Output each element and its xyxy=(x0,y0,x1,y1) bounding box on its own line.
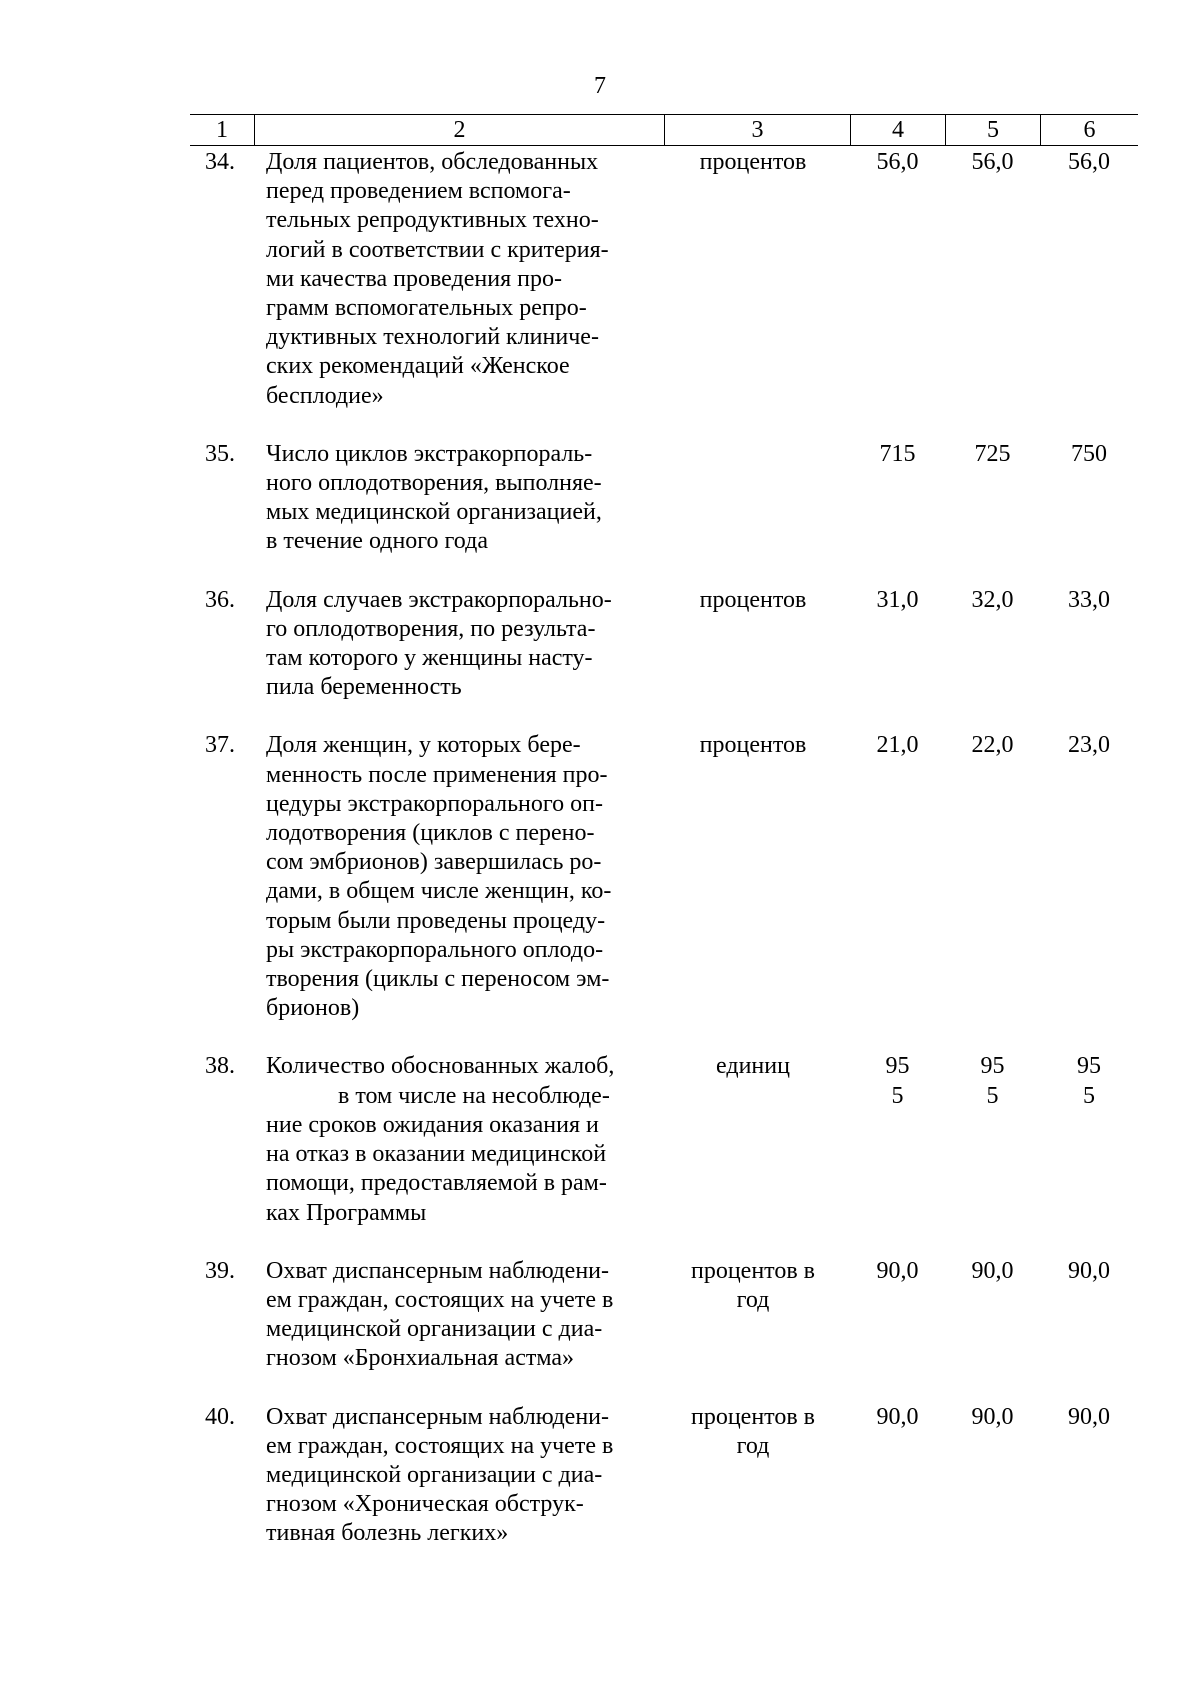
value-col-5: 725 xyxy=(974,440,1011,467)
description-line: тельных репродуктивных техно- xyxy=(266,207,599,234)
description-line: медицинской организации с диа- xyxy=(266,1461,603,1488)
value-line: 5 xyxy=(986,1082,999,1109)
description-line: Охват диспансерным наблюдени- xyxy=(266,1257,610,1284)
column-header-6: 6 xyxy=(1040,115,1138,145)
value-col-4: 21,0 xyxy=(876,732,919,759)
row-unit: процентов xyxy=(699,586,807,613)
unit-line: процентов в xyxy=(690,1257,816,1284)
description-line: в том числе на несоблюде- xyxy=(338,1082,610,1109)
unit-line: процентов в xyxy=(690,1403,816,1430)
description-line: перед проведением вспомога- xyxy=(266,178,571,205)
row-unit: единиц xyxy=(716,1053,790,1080)
description-line: цедуры экстракорпорального оп- xyxy=(266,790,603,817)
row-number: 40. xyxy=(205,1403,235,1430)
description-line: дами, в общем числе женщин, ко- xyxy=(266,878,612,905)
value-line: 5 xyxy=(1083,1082,1095,1109)
value-col-6 xyxy=(1040,1052,1138,1110)
value-col-4: 56,0 xyxy=(876,149,919,175)
value-col-6: 33,0 xyxy=(1068,586,1110,613)
description-line: ние сроков ожидания оказания и xyxy=(266,1111,599,1138)
description-line: в течение одного года xyxy=(266,528,488,555)
table-row-40 xyxy=(190,1403,1138,1549)
description-line: Охват диспансерным наблюдени- xyxy=(266,1403,610,1430)
row-unit xyxy=(664,1257,850,1315)
description-line: грамм вспомогательных репро- xyxy=(266,295,587,322)
description-line: ках Программы xyxy=(266,1199,427,1226)
value-col-5: 90,0 xyxy=(971,1403,1014,1430)
value-col-5: 56,0 xyxy=(971,149,1014,175)
value-col-5: 32,0 xyxy=(971,586,1014,613)
value-col-4: 715 xyxy=(879,440,916,467)
description-line: гнозом «Хроническая обструк- xyxy=(266,1491,584,1518)
description-line: мых медицинской организацией, xyxy=(266,499,602,526)
column-header-3: 3 xyxy=(664,115,850,145)
description-line: логий в соответствии с критерия- xyxy=(266,236,609,263)
description-line: ми качества проведения про- xyxy=(266,265,562,292)
unit-line: год xyxy=(736,1286,770,1313)
description-line: пила беременность xyxy=(266,674,462,701)
value-col-6: 56,0 xyxy=(1068,149,1110,175)
page-number: 7 xyxy=(594,73,606,99)
row-number: 36. xyxy=(205,586,235,613)
table-row-38 xyxy=(190,1052,1138,1227)
table-row-39 xyxy=(190,1257,1138,1374)
description-line: гнозом «Бронхиальная астма» xyxy=(266,1345,575,1372)
table-row-35 xyxy=(190,440,1138,557)
value-col-6: 90,0 xyxy=(1068,1403,1110,1430)
value-col-4: 90,0 xyxy=(876,1257,919,1284)
description-line: ного оплодотворения, выполняе- xyxy=(266,470,602,497)
row-description xyxy=(254,1257,664,1374)
row-number: 38. xyxy=(205,1053,235,1080)
value-col-6: 750 xyxy=(1071,440,1107,467)
value-col-5: 22,0 xyxy=(971,732,1014,759)
row-unit: процентов xyxy=(699,732,807,759)
row-number: 37. xyxy=(205,732,235,759)
row-unit xyxy=(664,1403,850,1461)
row-description xyxy=(254,586,664,703)
description-line: Доля женщин, у которых бере- xyxy=(266,732,581,759)
description-line: бесплодие» xyxy=(266,382,384,409)
description-line: ры экстракорпорального оплодо- xyxy=(266,936,604,963)
description-line: Доля пациентов, обследованных xyxy=(266,149,599,175)
description-line: помощи, предоставляемой в рам- xyxy=(266,1170,607,1197)
description-line: ем граждан, состоящих на учете в xyxy=(266,1432,614,1459)
description-line: дуктивных технологий клиниче- xyxy=(266,324,599,351)
value-col-6: 90,0 xyxy=(1068,1257,1110,1284)
table-column-header-row xyxy=(190,114,1138,146)
column-header-2: 2 xyxy=(254,115,664,145)
row-number: 34. xyxy=(205,149,235,175)
column-header-1: 1 xyxy=(216,117,228,143)
description-line: на отказ в оказании медицинской xyxy=(266,1141,607,1168)
row-number: 35. xyxy=(205,440,235,467)
indicators-table xyxy=(190,114,1138,1549)
row-description xyxy=(254,1403,664,1549)
row-description xyxy=(254,1052,664,1227)
value-line: 5 xyxy=(891,1082,904,1109)
column-header-5: 5 xyxy=(945,115,1040,145)
description-line: го оплодотворения, по результа- xyxy=(266,615,596,642)
description-line: тивная болезнь легких» xyxy=(266,1520,509,1547)
value-col-4: 31,0 xyxy=(876,586,919,613)
row-description xyxy=(254,440,664,557)
table-row-36 xyxy=(190,586,1138,703)
description-line: ских рекомендаций «Женское xyxy=(266,353,570,380)
value-col-5 xyxy=(945,1052,1040,1110)
description-line: сом эмбрионов) завершилась ро- xyxy=(266,849,602,876)
column-header-4: 4 xyxy=(850,115,945,145)
value-line: 95 xyxy=(1077,1053,1101,1080)
value-col-4: 90,0 xyxy=(876,1403,919,1430)
unit-line: год xyxy=(736,1432,770,1459)
value-col-5: 90,0 xyxy=(971,1257,1014,1284)
description-line: медицинской организации с диа- xyxy=(266,1316,603,1343)
description-line: лодотворения (циклов с перено- xyxy=(266,820,595,847)
description-line: ем граждан, состоящих на учете в xyxy=(266,1286,614,1313)
description-line: творения (циклы с переносом эм- xyxy=(266,966,610,993)
table-row-34 xyxy=(190,148,1138,411)
table-row-37 xyxy=(190,731,1138,1023)
row-description xyxy=(254,148,664,411)
value-col-4 xyxy=(850,1052,945,1110)
description-line: брионов) xyxy=(266,995,360,1022)
value-col-6: 23,0 xyxy=(1068,732,1110,759)
description-line: Количество обоснованных жалоб, xyxy=(266,1053,615,1080)
description-line: торым были проведены процеду- xyxy=(266,907,606,934)
value-line: 95 xyxy=(885,1053,910,1080)
description-line: там которого у женщины насту- xyxy=(266,645,593,672)
row-unit: процентов xyxy=(699,149,807,175)
row-description xyxy=(254,731,664,1023)
value-line: 95 xyxy=(980,1053,1005,1080)
description-line: Число циклов экстракорпораль- xyxy=(266,440,593,467)
description-line: менность после применения про- xyxy=(266,761,608,788)
row-number: 39. xyxy=(205,1257,235,1284)
description-line: Доля случаев экстракорпорально- xyxy=(266,586,612,613)
